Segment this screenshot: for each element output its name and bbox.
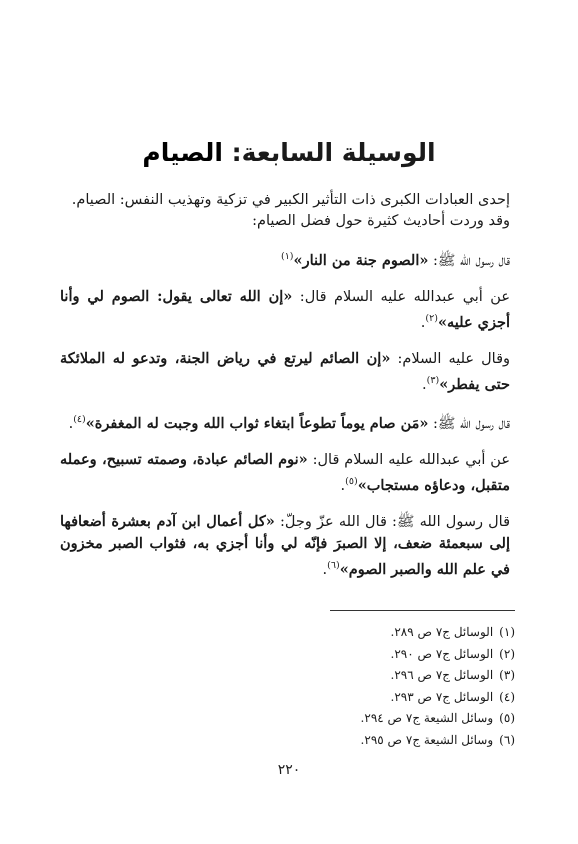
intro-line: إحدى العبادات الكبرى ذات التأثير الكبير في تزكية وتهذيب النفس: الصيام. xyxy=(71,192,510,208)
footnote-item xyxy=(160,622,515,644)
intro-paragraph xyxy=(60,190,510,232)
footnote-ref: (٣) xyxy=(426,374,440,386)
hadith-prefix: قال رسول الله ﷺ: xyxy=(428,416,510,433)
hadith-quote: «نوم الصائم عبادة، وصمته تسبيح، وعمله متقبل، ودعاؤه مستجاب» xyxy=(60,451,510,495)
hadith-quote: «كل أعمال ابن آدم بعشرة أضعافها إلى سبعمئة ضعف، إلا الصبرَ فإنّه لي وأنا أجزي به، فثواب الصبر مخزون في علم الله والصبر الصوم» xyxy=(60,513,510,578)
footnotes xyxy=(160,622,515,752)
page-title xyxy=(0,138,578,167)
footnote-text: الوسائل ج٧ ص ٢٩٣. xyxy=(390,689,494,704)
body-text xyxy=(60,190,510,595)
footnote-number: (٦) xyxy=(499,732,515,747)
footnote-ref: (٤) xyxy=(73,414,86,426)
footnote-item xyxy=(160,644,515,666)
hadith-prefix: عن أبي عبدالله عليه السلام قال: xyxy=(292,288,510,305)
hadith-prefix: عن أبي عبدالله عليه السلام قال: xyxy=(307,452,510,469)
hadith-paragraph xyxy=(60,409,510,435)
hadith-paragraph xyxy=(60,246,510,272)
hadith-quote: «مَن صام يوماً تطوعاً ابتغاء ثواب الله وجبت له المغفرة» xyxy=(85,415,429,433)
title-accent: الصيام xyxy=(142,138,223,167)
footnote-number: (٣) xyxy=(499,668,515,683)
hadith-paragraph xyxy=(60,511,510,581)
hadith-prefix: قال رسول الله ﷺ: قال الله عزّ وجلّ: xyxy=(274,514,511,531)
page-number: ٢٢٠ xyxy=(277,762,301,778)
footnote-ref: (٦) xyxy=(327,560,340,572)
title-main: الوسيلة السابعة: xyxy=(231,138,436,167)
hadith-quote: «الصوم جنة من النار» xyxy=(293,251,429,269)
footnote-text: وسائل الشيعة ج٧ ص ٢٩٥. xyxy=(360,732,494,747)
hadith-quote: «إن الله تعالى يقول: الصوم لي وأنا أجزي عليه» xyxy=(60,287,510,331)
hadith-end: . xyxy=(420,314,426,331)
hadith-paragraph xyxy=(60,449,510,497)
footnote-text: الوسائل ج٧ ص ٢٨٩. xyxy=(390,625,494,639)
footnote-number: (٢) xyxy=(499,646,515,661)
hadith-paragraph xyxy=(60,348,510,396)
hadith-end: . xyxy=(68,416,74,433)
hadith-prefix: وقال عليه السلام: xyxy=(390,350,510,367)
footnote-item xyxy=(160,665,515,687)
footnote-number: (١) xyxy=(499,625,515,639)
intro-line: وقد وردت أحاديث كثيرة حول فضل الصيام: xyxy=(252,213,510,229)
footnote-text: الوسائل ج٧ ص ٢٩٦. xyxy=(390,668,494,683)
footnote-divider xyxy=(330,610,515,611)
hadith-end: . xyxy=(322,561,328,578)
footnote-item xyxy=(160,708,515,730)
footnote-item xyxy=(160,730,515,752)
hadith-quote: «إن الصائم ليرتع في رياض الجنة، وتدعو له الملائكة حتى يفطر» xyxy=(60,349,510,393)
hadith-end: . xyxy=(422,376,427,393)
footnote-number: (٥) xyxy=(499,711,515,726)
footnote-text: وسائل الشيعة ج٧ ص ٢٩٤. xyxy=(360,711,494,726)
hadith-end: . xyxy=(340,478,346,495)
footnote-text: الوسائل ج٧ ص ٢٩٠. xyxy=(390,646,494,661)
footnote-number: (٤) xyxy=(499,689,515,704)
hadith-prefix: قال رسول الله ﷺ: xyxy=(428,252,510,269)
footnote-item xyxy=(160,687,515,709)
footnote-ref: (٢) xyxy=(425,312,438,324)
hadith-paragraph xyxy=(60,286,510,334)
footnote-ref: (٥) xyxy=(345,476,358,488)
footnote-ref: (١) xyxy=(280,251,294,262)
